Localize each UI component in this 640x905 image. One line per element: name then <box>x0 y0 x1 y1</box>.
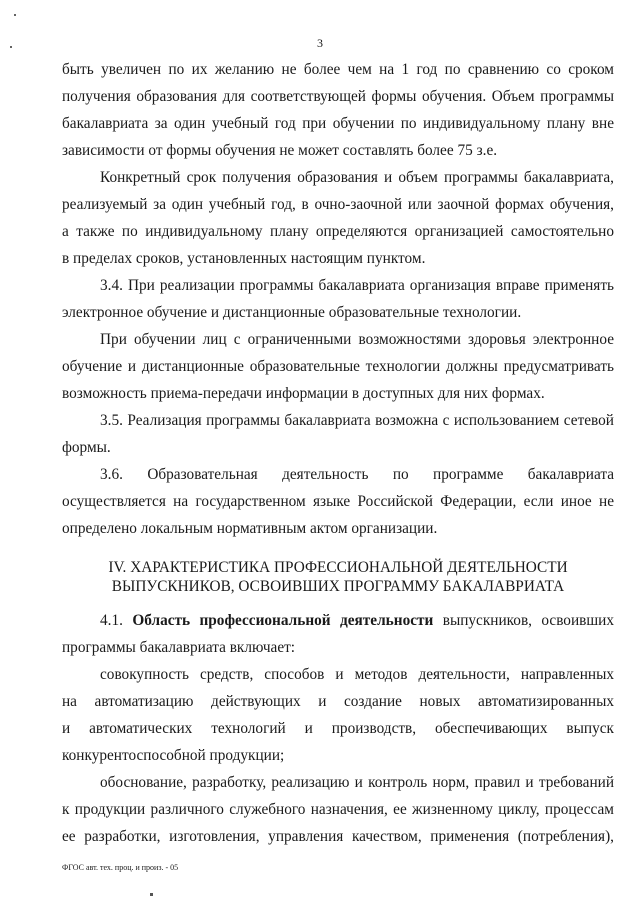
text-line: быть увеличен по их желанию не более чем на 1 год по сравнению со сроком <box>62 61 614 78</box>
text-fragment: выпускников, освоивших <box>442 612 614 629</box>
text-line: ее разработки, изготовления, управления качеством, применения (потребления), <box>62 828 614 845</box>
text-line: 3.6. Образовательная деятельность по программе бакалавриата <box>100 466 614 483</box>
text-line: 3.5. Реализация программы бакалавриата возможна с использованием сетевой <box>100 412 614 429</box>
text-line: 3.4. При реализации программы бакалавриата организация вправе применять <box>100 277 614 294</box>
text-line: получения образования для соответствующей формы обучения. Объем программы <box>62 88 614 105</box>
text-line: а также по индивидуальному плану определяются организацией самостоятельно <box>62 223 614 240</box>
text-line: определено локальным нормативным актом организации. <box>62 520 438 537</box>
section-number: 4.1. <box>100 612 123 629</box>
text-line: Конкретный срок получения образования и объем программы бакалавриата, <box>100 169 614 186</box>
page-number: 3 <box>317 36 323 50</box>
text-line: электронное обучение и дистанционные образовательные технологии. <box>62 304 522 321</box>
scan-speck <box>150 893 153 896</box>
text-line: в пределах сроков, установленных настоящим пунктом. <box>62 250 426 267</box>
text-line: совокупность средств, способов и методов деятельности, направленных <box>100 666 614 683</box>
text-line: бакалавриата за один учебный год при обучении по индивидуальному плану вне <box>62 115 614 132</box>
text-line: осуществляется на государственном языке Российской Федерации, если иное не <box>62 493 614 510</box>
section-heading-line: ВЫПУСКНИКОВ, ОСВОИВШИХ ПРОГРАММУ БАКАЛАВРИАТА <box>111 578 565 595</box>
text-line: реализуемый за один учебный год, в очно-заочной или заочной формах обучения, <box>62 196 614 213</box>
text-line: зависимости от формы обучения не может составлять более 75 з.е. <box>62 142 498 159</box>
text-line: формы. <box>62 439 111 456</box>
text-line: на автоматизацию действующих и создание новых автоматизированных <box>62 693 614 710</box>
bold-term: Область профессиональной деятельности <box>132 612 434 629</box>
text-line: При обучении лиц с ограниченными возможностями здоровья электронное <box>100 331 614 348</box>
page-footer: ФГОС авт. тех. проц. и произ. - 05 <box>62 863 179 872</box>
text-line: к продукции различного служебного назначения, ее жизненному циклу, процессам <box>62 801 614 818</box>
text-line: конкурентоспособной продукции; <box>62 747 285 764</box>
scan-speck <box>14 14 16 16</box>
text-line-section-4-1 <box>100 611 614 631</box>
text-line: и автоматических технологий и производств, обеспечивающих выпуск <box>62 720 614 737</box>
text-line: программы бакалавриата включает: <box>62 639 296 656</box>
section-heading-line: IV. ХАРАКТЕРИСТИКА ПРОФЕССИОНАЛЬНОЙ ДЕЯТЕЛЬНОСТИ <box>108 559 568 576</box>
text-line: обоснование, разработку, реализацию и контроль норм, правил и требований <box>100 774 614 791</box>
text-line: обучение и дистанционные образовательные технологии должны предусматривать <box>62 358 614 375</box>
text-line: возможность приема-передачи информации в доступных для них формах. <box>62 385 545 402</box>
